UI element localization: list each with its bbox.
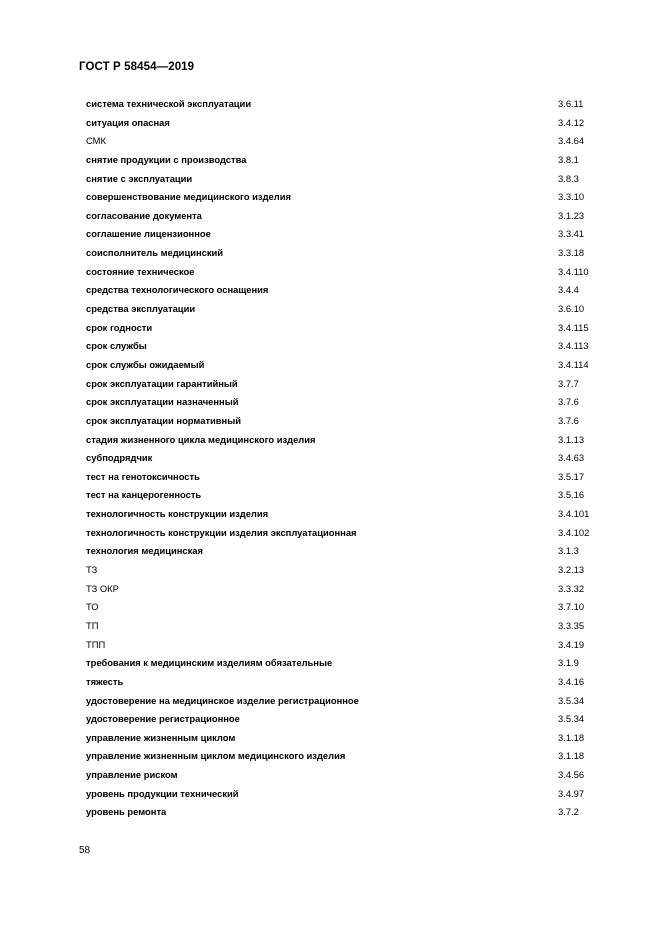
index-reference: 3.3.32 (558, 582, 585, 594)
index-entry (86, 189, 606, 208)
index-entry (86, 245, 606, 264)
index-term: ТЗ ОКР (86, 582, 119, 594)
index-reference: 3.1.18 (558, 750, 585, 762)
index-reference: 3.4.114 (558, 358, 589, 370)
index-term: ТП (86, 619, 99, 631)
index-term: срок службы ожидаемый (86, 358, 205, 370)
index-reference: 3.7.7 (558, 377, 579, 389)
index-reference: 3.4.56 (558, 769, 585, 781)
index-term: ситуация опасная (86, 116, 170, 128)
index-reference: 3.3.35 (558, 619, 585, 631)
index-entry (86, 543, 606, 562)
index-reference: 3.4.115 (558, 321, 589, 333)
index-term: уровень ремонта (86, 806, 167, 818)
index-reference: 3.7.6 (558, 396, 579, 408)
document-header: ГОСТ Р 58454—2019 (79, 61, 195, 73)
index-entry (86, 599, 606, 618)
index-reference: 3.4.19 (558, 638, 585, 650)
index-entry (86, 133, 606, 152)
index-term: требования к медицинским изделиям обязательные (86, 657, 333, 669)
index-term: управление жизненным циклом (86, 731, 236, 743)
index-term: соглашение лицензионное (86, 228, 211, 240)
index-entry (86, 506, 606, 525)
index-reference: 3.5.34 (558, 713, 585, 725)
index-reference: 3.4.101 (558, 508, 590, 520)
index-term: технология медицинская (86, 545, 203, 557)
index-term: удостоверение регистрационное (86, 713, 240, 725)
index-reference: 3.3.10 (558, 191, 585, 203)
index-term: субподрядчик (86, 452, 153, 464)
index-entry (86, 469, 606, 488)
index-term: ТО (86, 601, 99, 613)
index-term: ТПП (86, 638, 106, 650)
index-entry (86, 767, 606, 786)
index-term: стадия жизненного цикла медицинского изделия (86, 433, 316, 445)
index-entry (86, 171, 606, 190)
index-term: снятие продукции с производства (86, 153, 247, 165)
index-entry (86, 450, 606, 469)
index-reference: 3.6.10 (558, 303, 585, 315)
index-reference: 3.8.1 (558, 153, 579, 165)
index-entry (86, 581, 606, 600)
index-reference: 3.6.11 (558, 98, 584, 109)
index-entry (86, 338, 606, 357)
page-number: 58 (79, 845, 91, 856)
index-term: срок службы (86, 340, 147, 352)
index-term: состояние техническое (86, 265, 195, 277)
index-term: управление жизненным циклом медицинского изделия (86, 750, 346, 762)
index-entry (86, 655, 606, 674)
index-term: удостоверение на медицинское изделие регистрационное (86, 694, 359, 706)
index-entry (86, 152, 606, 171)
index-entry (86, 357, 606, 376)
index-entry (86, 282, 606, 301)
index-term: тяжесть (86, 675, 124, 687)
index-entry (86, 693, 606, 712)
index-entry (86, 804, 606, 823)
index-term: срок эксплуатации назначенный (86, 396, 239, 408)
index-entry (86, 730, 606, 749)
index-term: СМК (86, 135, 106, 147)
index-reference: 3.5.17 (558, 470, 585, 482)
index-reference: 3.1.3 (558, 545, 579, 557)
index-entry (86, 637, 606, 656)
index-reference: 3.4.16 (558, 675, 585, 687)
index-term: тест на канцерогенность (86, 489, 202, 501)
index-entry (86, 264, 606, 283)
index-entry (86, 320, 606, 339)
index-term: срок эксплуатации гарантийный (86, 377, 238, 389)
index-entry (86, 786, 606, 805)
index-term: срок годности (86, 321, 153, 333)
index-reference: 3.5.34 (558, 694, 585, 706)
index-term: ТЗ (86, 564, 98, 576)
index-reference: 3.4.110 (558, 265, 589, 277)
index-entry (86, 376, 606, 395)
index-entry (86, 432, 606, 451)
index-entry (86, 208, 606, 227)
index-term: снятие с эксплуатации (86, 172, 193, 184)
index-reference: 3.7.10 (558, 601, 585, 613)
index-term: согласование документа (86, 209, 202, 221)
index-entry (86, 226, 606, 245)
index-term: средства технологического оснащения (86, 284, 269, 296)
index-reference: 3.5.16 (558, 489, 585, 501)
index-term: совершенствование медицинского изделия (86, 191, 291, 203)
index-term: уровень продукции технический (86, 787, 239, 799)
index-entry (86, 562, 606, 581)
index-term: тест на генотоксичность (86, 470, 200, 482)
index-term: срок эксплуатации нормативный (86, 414, 241, 426)
index-entry (86, 674, 606, 693)
index-term: система технической эксплуатации (86, 98, 252, 109)
index-reference: 3.4.97 (558, 787, 585, 799)
index-reference: 3.1.13 (558, 433, 585, 445)
index-term: технологичность конструкции изделия (86, 508, 269, 520)
index-reference: 3.1.23 (558, 209, 585, 221)
index-entry (86, 487, 606, 506)
index-reference: 3.4.4 (558, 284, 579, 296)
index-entry (86, 96, 606, 115)
index-reference: 3.7.6 (558, 414, 579, 426)
index-reference: 3.4.102 (558, 526, 590, 538)
index-reference: 3.3.41 (558, 228, 585, 240)
index-term: соисполнитель медицинский (86, 247, 224, 259)
index-entry (86, 394, 606, 413)
index-reference: 3.2.13 (558, 564, 585, 576)
index-reference: 3.4.12 (558, 116, 585, 128)
index-reference: 3.4.64 (558, 135, 585, 147)
index-term: технологичность конструкции изделия эксплуатационная (86, 526, 357, 538)
index-entry (86, 525, 606, 544)
index-entry (86, 413, 606, 432)
term-index-list (86, 96, 606, 823)
index-term: средства эксплуатации (86, 303, 196, 315)
index-entry (86, 115, 606, 134)
index-term: управление риском (86, 769, 178, 781)
index-entry (86, 711, 606, 730)
index-reference: 3.1.9 (558, 657, 579, 669)
index-reference: 3.8.3 (558, 172, 579, 184)
index-entry (86, 748, 606, 767)
index-reference: 3.3.18 (558, 247, 585, 259)
index-reference: 3.7.2 (558, 806, 579, 818)
index-entry (86, 618, 606, 637)
index-reference: 3.4.63 (558, 452, 585, 464)
index-reference: 3.1.18 (558, 731, 585, 743)
index-entry (86, 301, 606, 320)
index-reference: 3.4.113 (558, 340, 589, 352)
